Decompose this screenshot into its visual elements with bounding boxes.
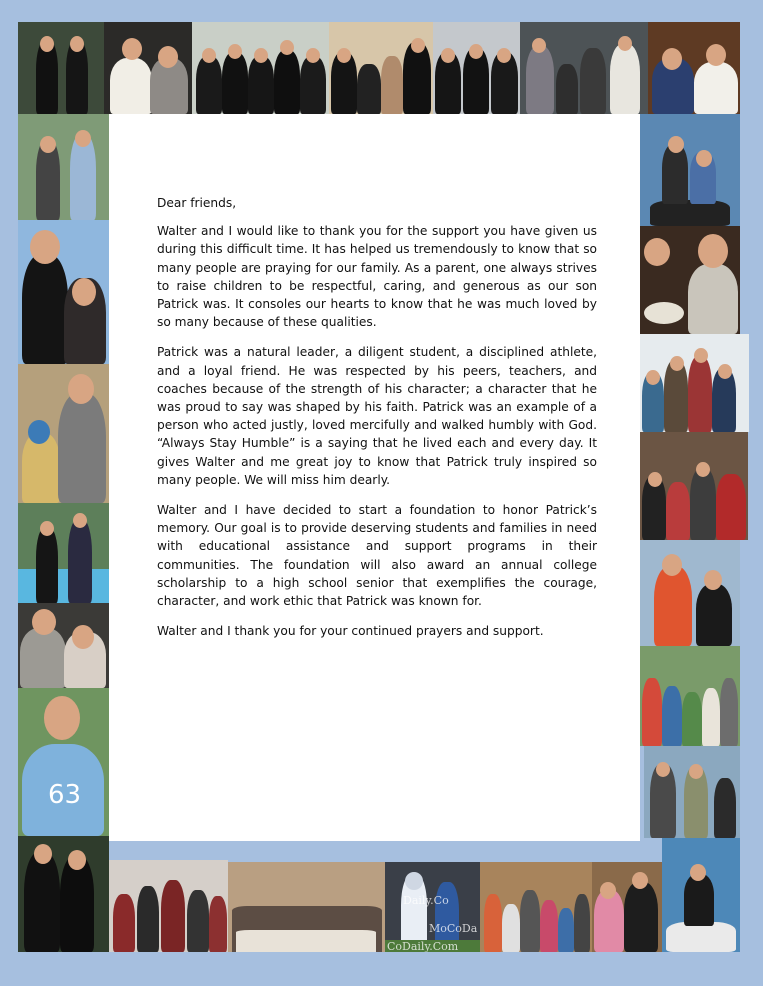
letter-paragraph-3: Walter and I have decided to start a foundation to honor Patrick’s memory. Our goal is to provide deserving students and families in need with educational assistance and support programs in their communities. The foundation will also award an annual college scholarship to a high school senior that exemplifies the courage, character, and work ethic that Patrick was known for. [157, 503, 597, 609]
jersey-number: 63 [48, 780, 82, 810]
photo-couple-kitchen [592, 862, 662, 952]
photo-large-family-gathering [228, 862, 385, 952]
letter-paragraph-1: Walter and I would like to thank you for the support you have given us during this difficult time. It has helped us tremendously to know that so many people are praying for our family. As a parent, one always strives to raise children to be respectful, caring, and generous as our son Patrick was. It consoles our hearts to know that he was much loved by so many because of these qualities. [157, 224, 597, 330]
photo-football-game [385, 862, 480, 952]
photo-two-boys-house [640, 540, 740, 646]
watermark-line2: MoCoDa [429, 922, 478, 935]
watermark-line3: CoDaily.Com [387, 940, 459, 952]
letter-paragraph-2: Patrick was a natural leader, a diligent student, a disciplined athlete, and a loyal friend. He was respected by his peers, teachers, and coaches because of the strength of his character; a character that he was proud to say was shaped by his faith. Patrick was an example of a person who acted justly, loved mercifully and walked humbly with God. “Always Stay Humble” is a saying that he lived each and every day. It gives Walter and me great joy to know that Patrick truly inspired so many people. We will miss him dearly. [157, 345, 597, 487]
photo-two-boys-driveway [18, 114, 109, 220]
photo-christmas-family [640, 432, 748, 540]
photo-group-gym [109, 860, 228, 952]
photo-two-boys-restaurant [648, 22, 740, 114]
photo-friends-casual [520, 22, 648, 114]
letter-closing: Walter and I thank you for your continued prayers and support. [157, 624, 544, 639]
letter-body [157, 194, 597, 652]
photo-boy-with-girl-blue-hair [18, 364, 109, 503]
dinner-plate [644, 302, 684, 324]
photo-group-in-tuxedos [192, 22, 329, 114]
photo-boys-at-dinner [640, 226, 740, 334]
photo-football-jersey [18, 688, 109, 836]
photo-couple-selfie [18, 603, 109, 688]
letter-paper [109, 114, 640, 841]
photo-family-group [640, 334, 749, 432]
photo-boy-with-woman-formal [18, 220, 109, 364]
watermark-line1: Daily.Co [403, 894, 449, 907]
letter-salutation: Dear friends, [157, 196, 237, 210]
photo-two-boys-in-tuxedos [18, 22, 104, 114]
photo-group-outside-building [480, 862, 592, 952]
photo-prom-group [329, 22, 433, 114]
photo-jet-ski-lake [640, 114, 740, 226]
photo-family-outdoors [640, 646, 740, 746]
photo-prom-couple [18, 836, 109, 952]
photo-jet-ski-rider [662, 838, 740, 952]
photo-pool-formal [18, 503, 109, 603]
pool-water [18, 569, 109, 603]
photo-boys-by-water [644, 746, 740, 838]
photo-boys-in-suits [433, 22, 520, 114]
photo-father-and-son [104, 22, 192, 114]
